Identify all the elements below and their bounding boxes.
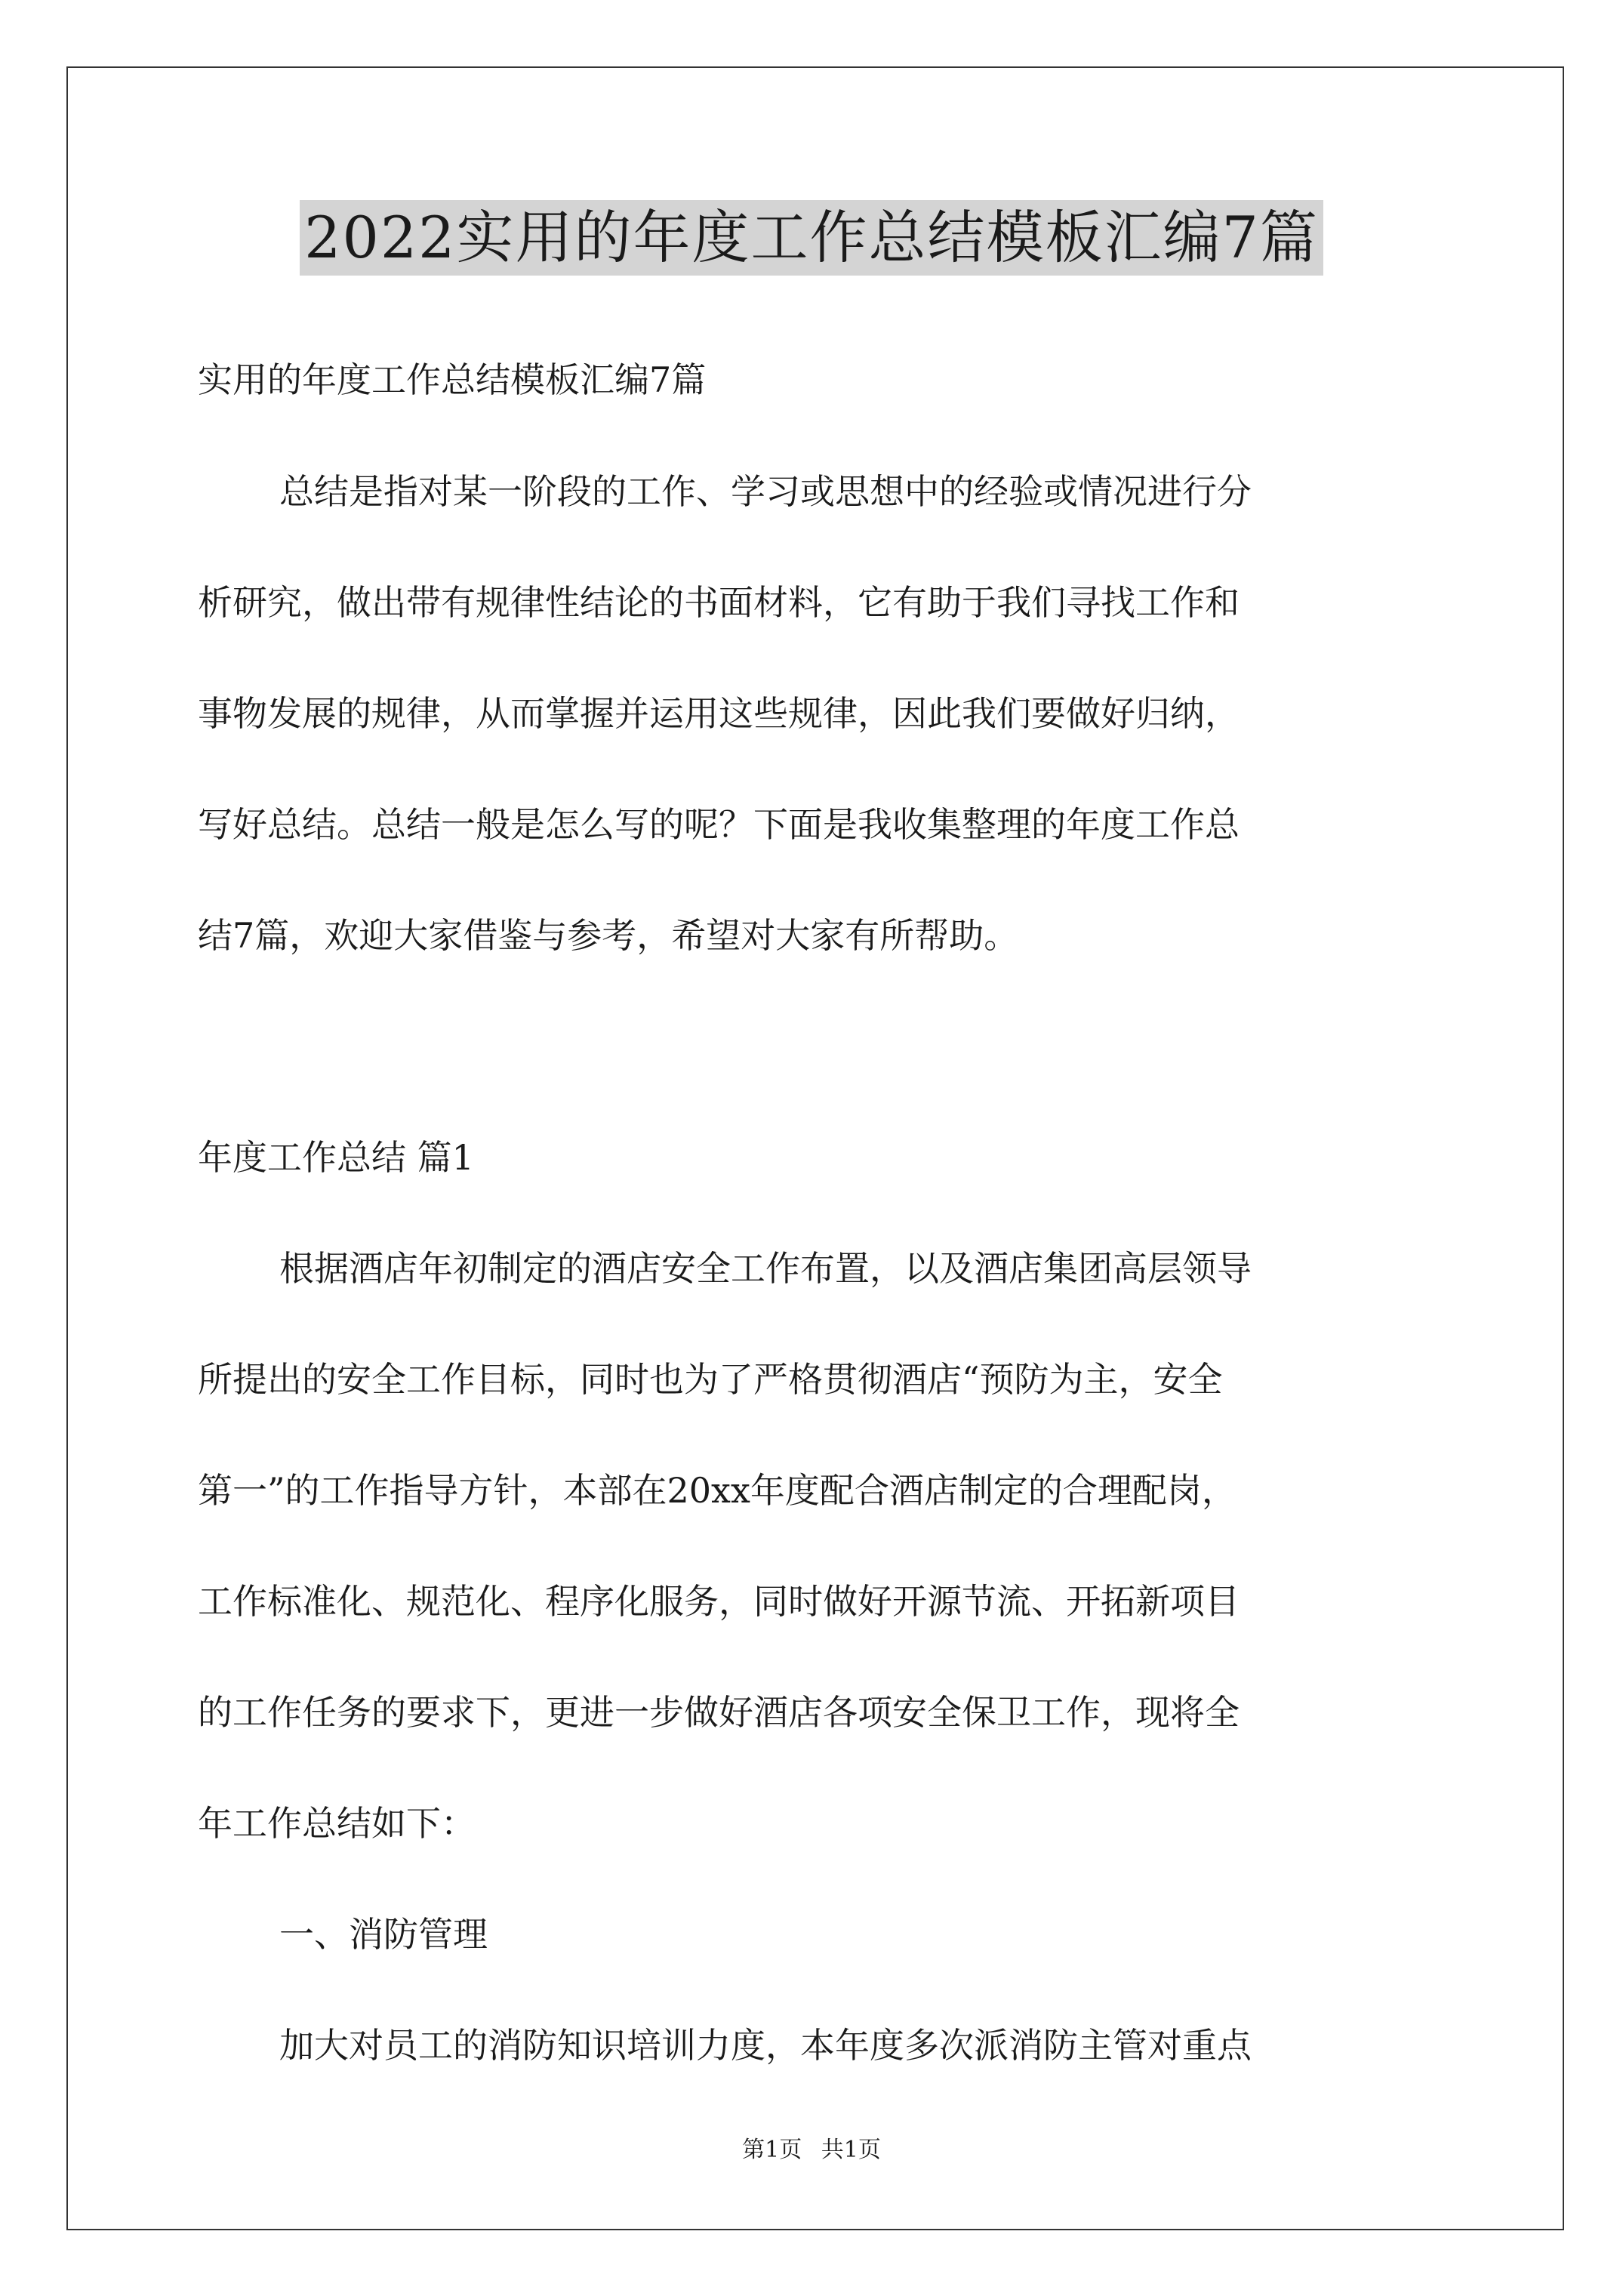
subheading-fire-management: 一、消防管理 <box>279 1914 488 1955</box>
page-number: 第1页 <box>742 2137 802 2163</box>
title-wrapper <box>0 200 1623 276</box>
document-title: 2022实用的年度工作总结模板汇编7篇 <box>300 200 1323 276</box>
intro-line-1: 总结是指对某一阶段的工作、学习或思想中的经验或情况进行分 <box>279 471 1252 512</box>
intro-line-4: 写好总结。总结一般是怎么写的呢？下面是我收集整理的年度工作总 <box>198 804 1240 845</box>
section1-line-3: 第一”的工作指导方针，本部在20xx年度配合酒店制定的合理配岗， <box>198 1470 1236 1511</box>
section1-line-2: 所提出的安全工作目标，同时也为了严格贯彻酒店“预防为主，安全 <box>198 1359 1223 1400</box>
section-heading-1: 年度工作总结 篇1 <box>198 1137 474 1178</box>
paragraph-line-last: 加大对员工的消防知识培训力度，本年度多次派消防主管对重点 <box>279 2025 1252 2066</box>
section1-line-1: 根据酒店年初制定的酒店安全工作布置，以及酒店集团高层领导 <box>279 1248 1252 1289</box>
section1-line-6: 年工作总结如下： <box>198 1803 476 1844</box>
intro-line-3: 事物发展的规律，从而掌握并运用这些规律，因此我们要做好归纳， <box>198 693 1240 734</box>
section1-line-5: 的工作任务的要求下，更进一步做好酒店各项安全保卫工作，现将全 <box>198 1692 1240 1733</box>
document-subtitle: 实用的年度工作总结模板汇编7篇 <box>198 359 707 400</box>
intro-line-2: 析研究，做出带有规律性结论的书面材料，它有助于我们寻找工作和 <box>198 582 1240 623</box>
page-total: 共1页 <box>821 2137 881 2163</box>
page-footer <box>0 2137 1623 2164</box>
intro-line-5: 结7篇，欢迎大家借鉴与参考，希望对大家有所帮助。 <box>198 915 1019 956</box>
section1-line-4: 工作标准化、规范化、程序化服务，同时做好开源节流、开拓新项目 <box>198 1581 1240 1622</box>
